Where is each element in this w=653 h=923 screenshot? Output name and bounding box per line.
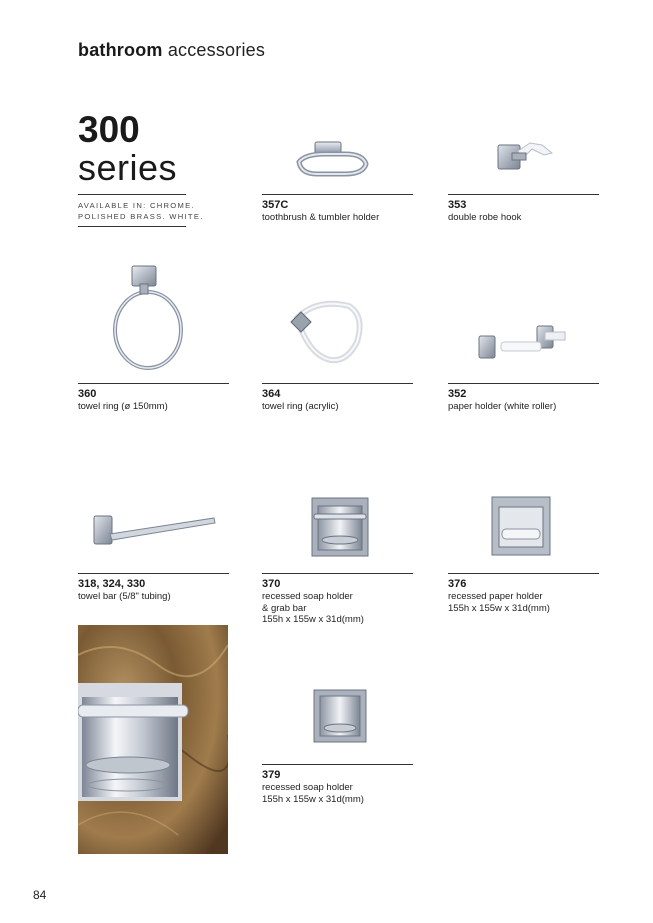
page-number: 84 xyxy=(33,888,47,902)
product-description: recessed soap holder & grab bar 155h x 155w x 31d(mm) xyxy=(262,591,364,625)
product-description: towel bar (5/8" tubing) xyxy=(78,591,171,602)
recessed-paper-holder-icon xyxy=(490,495,552,557)
availability-note: AVAILABLE IN: CHROME. POLISHED BRASS. WHITE. xyxy=(78,201,204,221)
availability-rule-bottom xyxy=(78,226,186,227)
product-code: 353 xyxy=(448,199,467,211)
installed-soap-holder-photo xyxy=(78,625,228,854)
series-number: 300 xyxy=(78,109,140,150)
product-code: 379 xyxy=(262,769,281,781)
recessed-soap-holder-grab-bar-icon xyxy=(310,496,370,558)
acrylic-towel-ring-icon xyxy=(287,296,367,366)
availability-rule-top xyxy=(78,194,186,195)
page-header xyxy=(78,40,265,61)
towel-bar-icon xyxy=(90,510,218,550)
product-code: 376 xyxy=(448,578,467,590)
product-description: towel ring (ø 150mm) xyxy=(78,401,168,412)
recessed-soap-holder-icon xyxy=(312,688,368,744)
product-description: paper holder (white roller) xyxy=(448,401,557,412)
paper-holder-icon xyxy=(475,322,570,362)
product-code: 370 xyxy=(262,578,281,590)
product-code: 364 xyxy=(262,388,281,400)
towel-ring-icon xyxy=(110,262,190,374)
product-code: 318, 324, 330 xyxy=(78,578,146,590)
toothbrush-tumbler-holder-icon xyxy=(295,140,370,180)
product-description: double robe hook xyxy=(448,212,522,223)
product-code: 360 xyxy=(78,388,97,400)
product-description: recessed paper holder 155h x 155w x 31d(mm) xyxy=(448,591,550,614)
product-code: 357C xyxy=(262,199,289,211)
product-description: recessed soap holder 155h x 155w x 31d(mm) xyxy=(262,782,364,805)
product-description: toothbrush & tumbler holder xyxy=(262,212,380,223)
double-robe-hook-icon xyxy=(494,135,556,177)
header-light: accessories xyxy=(167,40,266,60)
product-code: 352 xyxy=(448,388,467,400)
series-word: series xyxy=(78,147,178,188)
header-bold: bathroom xyxy=(78,40,163,60)
product-description: towel ring (acrylic) xyxy=(262,401,339,412)
